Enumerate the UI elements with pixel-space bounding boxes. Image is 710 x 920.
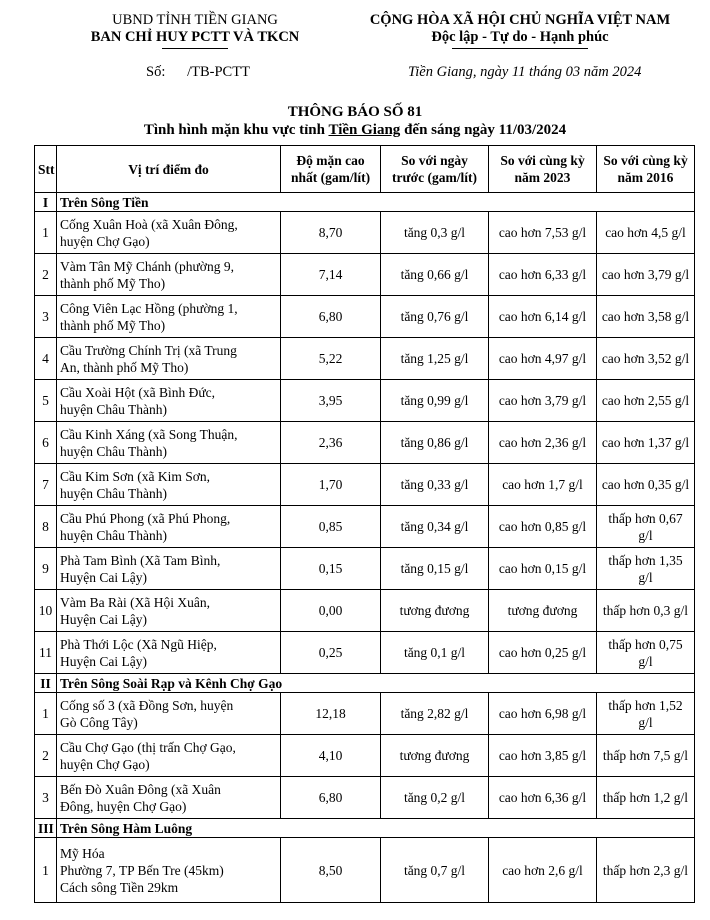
measurement-location	[57, 422, 281, 464]
measurement-location	[57, 506, 281, 548]
section-row	[35, 819, 695, 838]
max-salinity: 7,14	[281, 254, 381, 296]
table-row	[35, 548, 695, 590]
max-salinity: 0,85	[281, 506, 381, 548]
vs-previous-day: tăng 0,76 g/l	[381, 296, 489, 338]
row-stt: 11	[35, 632, 57, 674]
location-line: Huyện Cai Lậy)	[60, 569, 147, 585]
table-row	[35, 590, 695, 632]
location-line: Gò Công Tây)	[60, 714, 138, 730]
vs-2023: cao hơn 7,53 g/l	[489, 212, 597, 254]
vs-previous-day: tăng 0,15 g/l	[381, 548, 489, 590]
section-title: Trên Sông Tiền	[57, 193, 695, 212]
col-header-vs-previous-day: So với ngày trước (gam/lít)	[381, 146, 489, 193]
max-salinity: 8,70	[281, 212, 381, 254]
vs-previous-day: tăng 0,33 g/l	[381, 464, 489, 506]
vs-previous-day: tăng 1,25 g/l	[381, 338, 489, 380]
command-board: BAN CHỈ HUY PCTT VÀ TKCN	[90, 29, 300, 45]
location-line: huyện Châu Thành)	[60, 527, 167, 543]
row-stt: 4	[35, 338, 57, 380]
location-line: huyện Châu Thành)	[60, 401, 167, 417]
max-salinity: 1,70	[281, 464, 381, 506]
section-title: Trên Sông Hàm Luông	[57, 819, 695, 838]
max-salinity: 6,80	[281, 296, 381, 338]
national-motto	[350, 12, 690, 46]
max-salinity: 3,95	[281, 380, 381, 422]
vs-previous-day: tương đương	[381, 735, 489, 777]
motto-underline	[452, 48, 588, 49]
section-title: Trên Sông Soài Rạp và Kênh Chợ Gạo	[57, 674, 695, 693]
location-line: Vàm Tân Mỹ Chánh (phường 9,	[60, 258, 234, 274]
max-salinity: 2,36	[281, 422, 381, 464]
table-row	[35, 212, 695, 254]
vs-2023: cao hơn 6,33 g/l	[489, 254, 597, 296]
vs-2016: thấp hơn 0,75 g/l	[597, 632, 695, 674]
motto: Độc lập - Tự do - Hạnh phúc	[431, 29, 609, 45]
col-header-vs-2023: So với cùng kỳ năm 2023	[489, 146, 597, 193]
section-number: II	[35, 674, 57, 693]
row-stt: 1	[35, 838, 57, 903]
location-line: huyện Chợ Gạo)	[60, 756, 150, 772]
max-salinity: 4,10	[281, 735, 381, 777]
location-line: Cầu Xoài Hột (xã Bình Đức,	[60, 384, 216, 400]
vs-2016: cao hơn 0,35 g/l	[597, 464, 695, 506]
location-line: Cống Xuân Hoà (xã Xuân Đông,	[60, 216, 238, 232]
vs-2023: cao hơn 0,85 g/l	[489, 506, 597, 548]
row-stt: 7	[35, 464, 57, 506]
vs-2016: thấp hơn 0,3 g/l	[597, 590, 695, 632]
measurement-location	[57, 632, 281, 674]
measurement-location	[57, 838, 281, 903]
province-committee: UBND TỈNH TIỀN GIANG	[112, 12, 278, 28]
table-row	[35, 296, 695, 338]
vs-2016: thấp hơn 1,52 g/l	[597, 693, 695, 735]
notice-subtitle: Tình hình mặn khu vực tỉnh Tiền Giang đến sáng ngày 11/03/2024	[143, 122, 567, 138]
location-line: huyện Châu Thành)	[60, 443, 167, 459]
max-salinity: 6,80	[281, 777, 381, 819]
table-row	[35, 506, 695, 548]
max-salinity: 12,18	[281, 693, 381, 735]
authority-underline	[162, 48, 228, 49]
vs-2023: cao hơn 0,25 g/l	[489, 632, 597, 674]
table-row	[35, 693, 695, 735]
measurement-location	[57, 338, 281, 380]
location-line: Đông, huyện Chợ Gạo)	[60, 798, 187, 814]
table-row	[35, 838, 695, 903]
location-line: Cầu Trường Chính Trị (xã Trung	[60, 342, 237, 358]
measurement-location	[57, 296, 281, 338]
row-stt: 8	[35, 506, 57, 548]
vs-2023: cao hơn 6,14 g/l	[489, 296, 597, 338]
location-line: Cầu Phú Phong (xã Phú Phong,	[60, 510, 231, 526]
col-header-location: Vị trí điểm đo	[57, 146, 281, 193]
location-line: Huyện Cai Lậy)	[60, 653, 147, 669]
location-line: Phà Tam Bình (Xã Tam Bình,	[60, 552, 221, 568]
table-row	[35, 464, 695, 506]
location-line: Bến Đò Xuân Đông (xã Xuân	[60, 781, 221, 797]
location-line: Cống số 3 (xã Đồng Sơn, huyện	[60, 697, 234, 713]
vs-previous-day: tăng 0,99 g/l	[381, 380, 489, 422]
table-row	[35, 422, 695, 464]
col-header-stt: Stt	[35, 146, 57, 193]
location-line: thành phố Mỹ Tho)	[60, 317, 166, 333]
location-line: thành phố Mỹ Tho)	[60, 275, 166, 291]
vs-2023: cao hơn 6,98 g/l	[489, 693, 597, 735]
location-line: Cách sông Tiền 29km	[60, 879, 179, 895]
notice-title: THÔNG BÁO SỐ 81	[287, 104, 423, 120]
vs-2016: thấp hơn 2,3 g/l	[597, 838, 695, 903]
measurement-location	[57, 212, 281, 254]
location-line: huyện Chợ Gạo)	[60, 233, 150, 249]
row-stt: 1	[35, 693, 57, 735]
measurement-location	[57, 693, 281, 735]
max-salinity: 0,15	[281, 548, 381, 590]
table-body	[35, 193, 695, 903]
location-line: Huyện Cai Lậy)	[60, 611, 147, 627]
vs-2016: thấp hơn 1,35 g/l	[597, 548, 695, 590]
section-number: I	[35, 193, 57, 212]
vs-2016: thấp hơn 0,67 g/l	[597, 506, 695, 548]
vs-2016: thấp hơn 7,5 g/l	[597, 735, 695, 777]
row-stt: 9	[35, 548, 57, 590]
table-row	[35, 338, 695, 380]
row-stt: 6	[35, 422, 57, 464]
vs-2016: cao hơn 4,5 g/l	[597, 212, 695, 254]
section-row	[35, 674, 695, 693]
measurement-location	[57, 380, 281, 422]
vs-2023: cao hơn 4,97 g/l	[489, 338, 597, 380]
location-line: An, thành phố Mỹ Tho)	[60, 359, 189, 375]
vs-previous-day: tăng 0,2 g/l	[381, 777, 489, 819]
vs-2023: cao hơn 3,85 g/l	[489, 735, 597, 777]
vs-previous-day: tương đương	[381, 590, 489, 632]
row-stt: 3	[35, 296, 57, 338]
max-salinity: 5,22	[281, 338, 381, 380]
section-row	[35, 193, 695, 212]
table-row	[35, 777, 695, 819]
row-stt: 1	[35, 212, 57, 254]
vs-2023: cao hơn 1,7 g/l	[489, 464, 597, 506]
vs-previous-day: tăng 0,66 g/l	[381, 254, 489, 296]
table-row	[35, 254, 695, 296]
location-line: huyện Châu Thành)	[60, 485, 167, 501]
col-header-vs-2016: So với cùng kỳ năm 2016	[597, 146, 695, 193]
vs-previous-day: tăng 0,1 g/l	[381, 632, 489, 674]
section-number: III	[35, 819, 57, 838]
vs-2016: cao hơn 3,58 g/l	[597, 296, 695, 338]
row-stt: 3	[35, 777, 57, 819]
location-line: Phường 7, TP Bến Tre (45km)	[60, 862, 224, 878]
document-number: Số: /TB-PCTT	[146, 64, 250, 80]
row-stt: 5	[35, 380, 57, 422]
location-line: Cầu Chợ Gạo (thị trấn Chợ Gạo,	[60, 739, 236, 755]
measurement-location	[57, 254, 281, 296]
location-line: Công Viên Lạc Hồng (phường 1,	[60, 300, 238, 316]
vs-2023: tương đương	[489, 590, 597, 632]
measurement-location	[57, 735, 281, 777]
vs-2023: cao hơn 2,6 g/l	[489, 838, 597, 903]
location-line: Mỹ Hóa	[60, 845, 105, 861]
issuing-authority	[70, 12, 320, 46]
row-stt: 2	[35, 735, 57, 777]
table-row	[35, 632, 695, 674]
location-line: Cầu Kinh Xáng (xã Song Thuận,	[60, 426, 238, 442]
max-salinity: 0,25	[281, 632, 381, 674]
vs-2023: cao hơn 0,15 g/l	[489, 548, 597, 590]
vs-2016: cao hơn 1,37 g/l	[597, 422, 695, 464]
location-line: Cầu Kim Sơn (xã Kim Sơn,	[60, 468, 211, 484]
vs-2023: cao hơn 6,36 g/l	[489, 777, 597, 819]
measurement-location	[57, 548, 281, 590]
vs-previous-day: tăng 0,86 g/l	[381, 422, 489, 464]
vs-previous-day: tăng 2,82 g/l	[381, 693, 489, 735]
row-stt: 10	[35, 590, 57, 632]
vs-previous-day: tăng 0,7 g/l	[381, 838, 489, 903]
measurement-location	[57, 777, 281, 819]
measurement-location	[57, 590, 281, 632]
vs-2016: cao hơn 3,52 g/l	[597, 338, 695, 380]
location-line: Phà Thới Lộc (Xã Ngũ Hiệp,	[60, 636, 217, 652]
measurement-location	[57, 464, 281, 506]
country-name: CỘNG HÒA XÃ HỘI CHỦ NGHĨA VIỆT NAM	[369, 12, 671, 28]
document-date: Tiền Giang, ngày 11 tháng 03 năm 2024	[408, 64, 642, 80]
vs-previous-day: tăng 0,34 g/l	[381, 506, 489, 548]
salinity-table	[34, 145, 695, 903]
vs-2023: cao hơn 2,36 g/l	[489, 422, 597, 464]
vs-2016: cao hơn 3,79 g/l	[597, 254, 695, 296]
vs-2023: cao hơn 3,79 g/l	[489, 380, 597, 422]
table-header-row	[35, 146, 695, 193]
col-header-max-salinity: Độ mặn cao nhất (gam/lít)	[281, 146, 381, 193]
vs-2016: cao hơn 2,55 g/l	[597, 380, 695, 422]
vs-previous-day: tăng 0,3 g/l	[381, 212, 489, 254]
table-row	[35, 735, 695, 777]
vs-2016: thấp hơn 1,2 g/l	[597, 777, 695, 819]
row-stt: 2	[35, 254, 57, 296]
max-salinity: 0,00	[281, 590, 381, 632]
max-salinity: 8,50	[281, 838, 381, 903]
table-row	[35, 380, 695, 422]
location-line: Vàm Ba Rài (Xã Hội Xuân,	[60, 594, 210, 610]
